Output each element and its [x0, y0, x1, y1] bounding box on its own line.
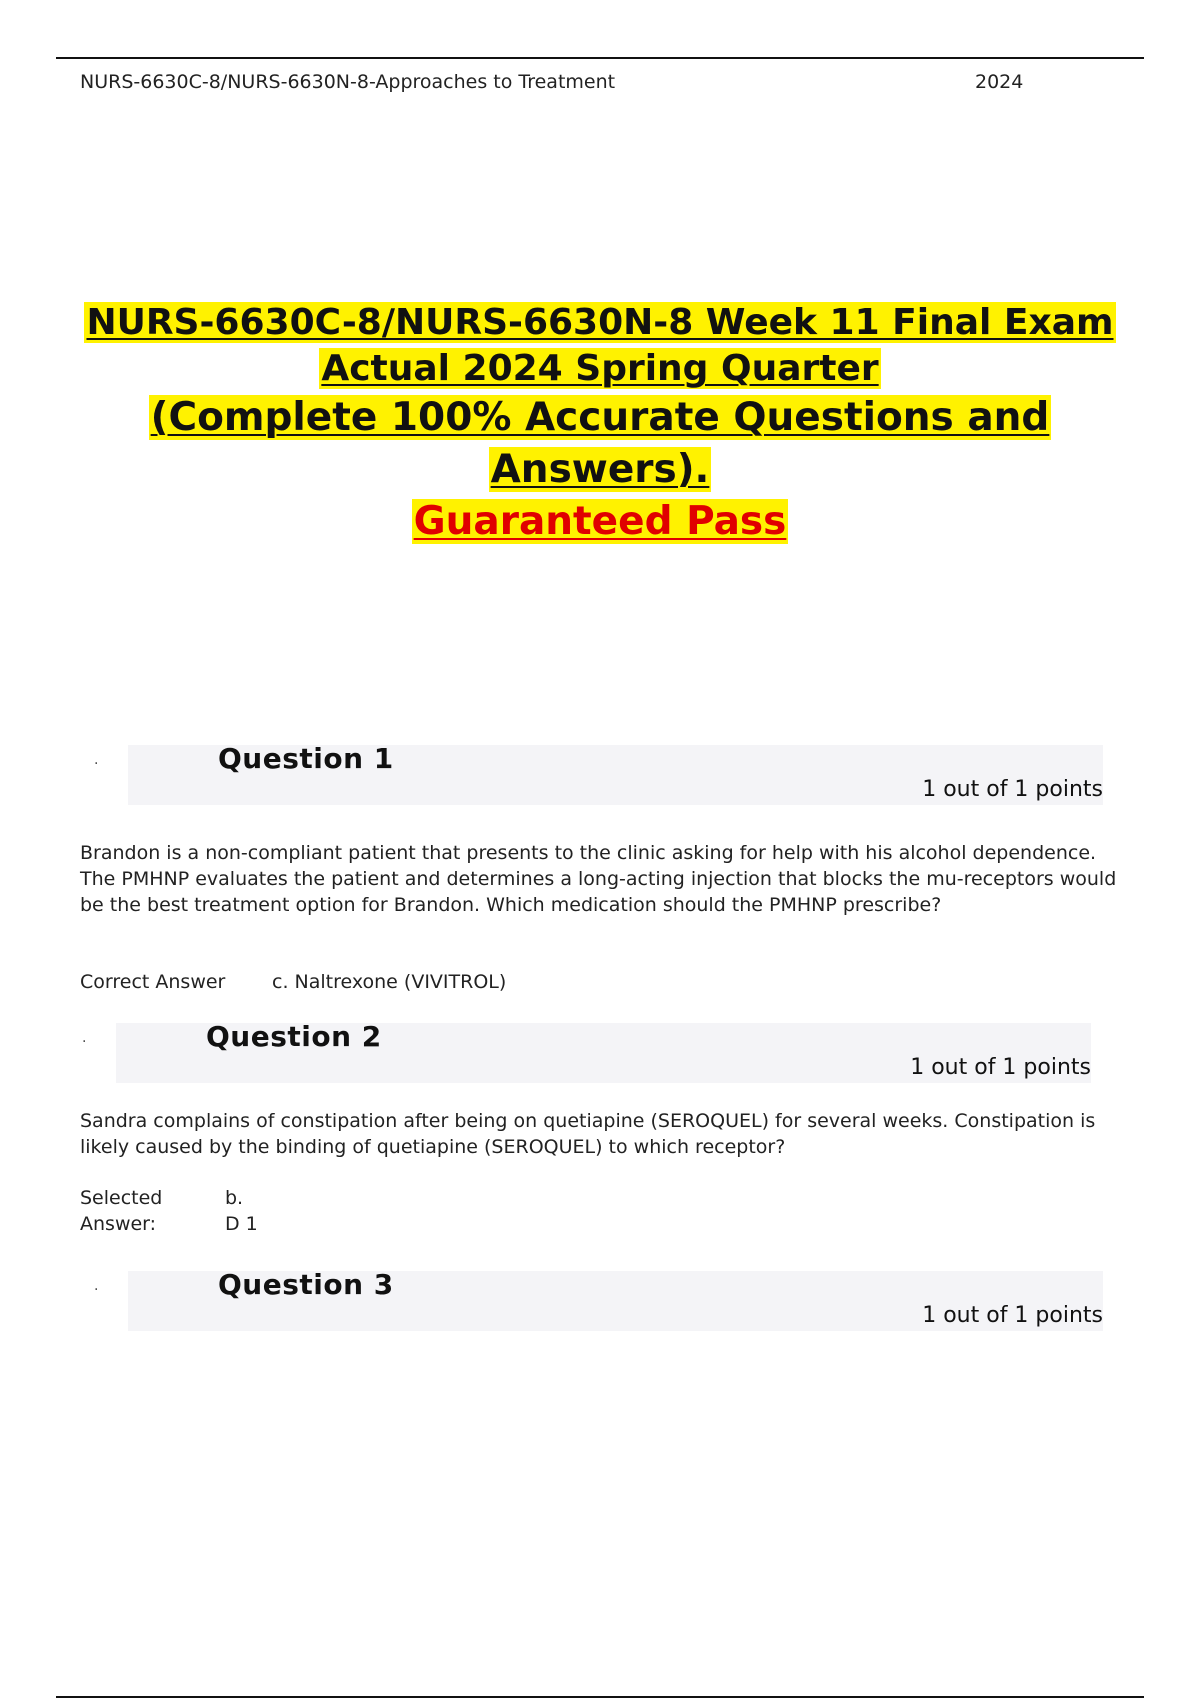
title-line-4: Answers). [490, 447, 710, 492]
title-guaranteed-pass: Guaranteed Pass [413, 499, 787, 544]
question-2-title: Question 2 [206, 1020, 382, 1053]
question-1-answer-label: Correct Answer [80, 971, 226, 993]
question-2-text: Sandra complains of constipation after being on quetiapine (SEROQUEL) for several weeks. Constipation is likely caused by the binding of quetiapine (SEROQUEL) to which receptor? [80, 1110, 1096, 1158]
header-year: 2024 [975, 71, 1024, 93]
title-line-3: (Complete 100% Accurate Questions and [150, 395, 1050, 440]
question-2-answer-value-2: D 1 [225, 1213, 258, 1235]
title-line-2: Actual 2024 Spring Quarter [321, 348, 879, 389]
question-3-marker: . [94, 1278, 99, 1294]
header-course: NURS-6630C-8/NURS-6630N-8-Approaches to Treatment [80, 71, 616, 93]
question-1-marker: . [94, 752, 99, 768]
question-2-answer-value-1: b. [225, 1187, 244, 1209]
question-2-answer-label-1: Selected [80, 1187, 163, 1209]
question-2-points: 1 out of 1 points [910, 1055, 1091, 1080]
question-1-title: Question 1 [218, 742, 394, 775]
question-2-marker: . [82, 1030, 87, 1046]
document-title [60, 300, 1140, 548]
question-1-answer-value: c. Naltrexone (VIVITROL) [272, 971, 507, 993]
header-rule [56, 57, 1144, 59]
question-2-answer-label-2: Answer: [80, 1213, 157, 1235]
question-3-title: Question 3 [218, 1268, 394, 1301]
question-1-text: Brandon is a non-compliant patient that presents to the clinic asking for help with his alcohol dependence. The PMHNP evaluates the patient and determines a long-acting injection that blocks the mu-receptors would be the best treatment option for Brandon. Which medication should the PMHNP prescribe? [80, 842, 1117, 916]
title-line-1: NURS-6630C-8/NURS-6630N-8 Week 11 Final Exam [86, 302, 1114, 343]
question-3-points: 1 out of 1 points [922, 1303, 1103, 1328]
question-1-points: 1 out of 1 points [922, 777, 1103, 802]
footer-rule [56, 1696, 1144, 1698]
